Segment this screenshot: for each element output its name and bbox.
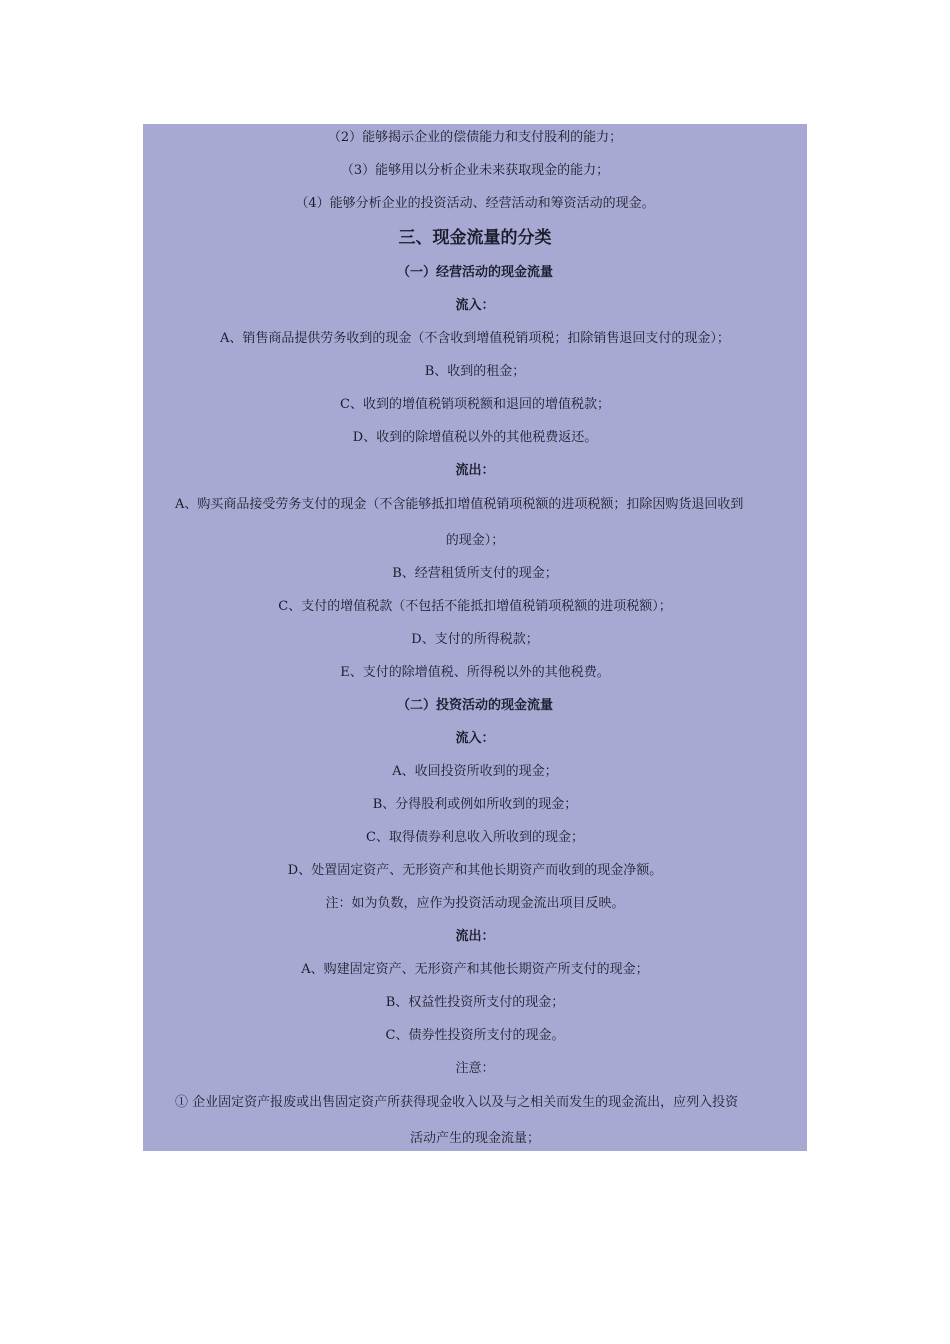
content-panel bbox=[143, 124, 807, 1151]
list-item: C、债券性投资所支付的现金。 bbox=[385, 1028, 565, 1043]
list-item: C、支付的增值税款（不包括不能抵扣增值税销项税额的进项税额）； bbox=[278, 599, 672, 614]
list-item: B、权益性投资所支付的现金； bbox=[385, 995, 565, 1010]
attention-label: 注意： bbox=[455, 1061, 495, 1076]
list-item: E、支付的除增值税、所得税以外的其他税费。 bbox=[340, 665, 610, 680]
note-text: 注：如为负数，应作为投资活动现金流出项目反映。 bbox=[325, 896, 625, 911]
list-item: B、经营租赁所支付的现金； bbox=[392, 566, 558, 581]
list-item: D、收到的除增值税以外的其他税费返还。 bbox=[352, 430, 598, 445]
section-heading: 三、现金流量的分类 bbox=[398, 228, 552, 248]
list-item: C、取得债券利息收入所收到的现金； bbox=[366, 830, 584, 845]
list-item: B、分得股利或例如所收到的现金； bbox=[372, 797, 578, 812]
list-item: B、收到的租金； bbox=[424, 364, 526, 379]
list-item: D、支付的所得税款； bbox=[411, 632, 539, 647]
subsection-heading: （二）投资活动的现金流量 bbox=[396, 698, 553, 713]
list-item: D、处置固定资产、无形资产和其他长期资产而收到的现金净额。 bbox=[287, 863, 663, 878]
attention-item-continuation: 活动产生的现金流量； bbox=[409, 1131, 540, 1146]
list-item: A、销售商品提供劳务收到的现金（不含收到增值税销项税；扣除销售退回支付的现金）； bbox=[220, 331, 730, 346]
outflow-label: 流出： bbox=[455, 929, 495, 944]
inflow-label: 流入： bbox=[455, 731, 495, 746]
paragraph-line: （2）能够揭示企业的偿债能力和支付股利的能力； bbox=[327, 130, 623, 145]
paragraph-line: （3）能够用以分析企业未来获取现金的能力； bbox=[340, 163, 610, 178]
list-item-continuation: 的现金）； bbox=[445, 533, 505, 548]
list-item: A、购建固定资产、无形资产和其他长期资产所支付的现金； bbox=[301, 962, 649, 977]
subsection-heading: （一）经营活动的现金流量 bbox=[396, 265, 553, 280]
inflow-label: 流入： bbox=[455, 298, 495, 313]
outflow-label: 流出： bbox=[455, 463, 495, 478]
list-item: A、收回投资所收到的现金； bbox=[392, 764, 558, 779]
list-item: C、收到的增值税销项税额和退回的增值税款； bbox=[340, 397, 610, 412]
paragraph-line: （4）能够分析企业的投资活动、经营活动和筹资活动的现金。 bbox=[295, 196, 655, 211]
attention-item: ① 企业固定资产报废或出售固定资产所获得现金收入以及与之相关而发生的现金流出，应列入投资 bbox=[175, 1095, 739, 1110]
list-item: A、购买商品接受劳务支付的现金（不含能够抵扣增值税销项税额的进项税额；扣除因购货退回收到 bbox=[175, 497, 744, 512]
